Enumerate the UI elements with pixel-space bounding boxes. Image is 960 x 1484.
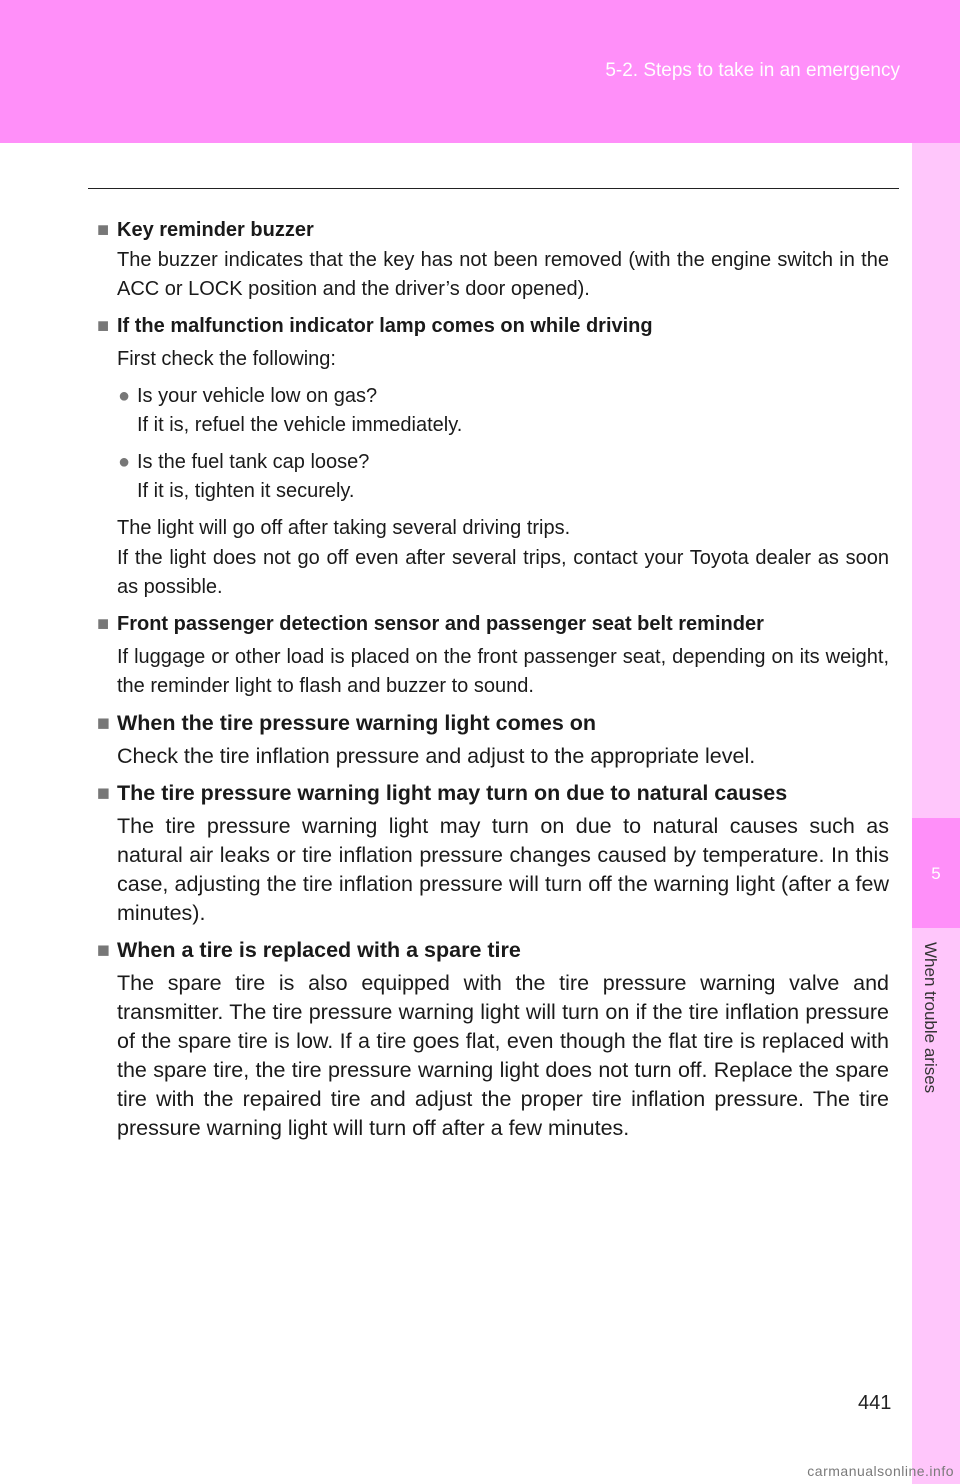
round-bullet-icon: ● xyxy=(118,385,131,407)
list-item xyxy=(97,448,889,506)
section-tire-natural-causes xyxy=(97,778,889,928)
paragraph: The spare tire is also equipped with the tire pressure warning valve and transmitter. The tire pressure warning light will turn on if the tire inflation pressure of the spare tire is low. If a tire goes flat, even though the flat tire is replaced with the spare tire, the tire pressure warning light does not turn off. Replace the spare tire with the repaired tire and adjust the proper tire inflation pressure. The tire pressure warning light will turn off after a few minutes. xyxy=(117,971,889,1140)
paragraph: Check the tire inflation pressure and adjust to the appropriate level. xyxy=(117,744,756,768)
page-content xyxy=(97,215,889,1150)
page-header xyxy=(0,0,960,143)
square-bullet-icon: ■ xyxy=(97,711,110,735)
section-malfunction-lamp xyxy=(97,311,889,602)
watermark: carmanualsonline.info xyxy=(807,1463,954,1479)
list-item xyxy=(97,382,889,440)
section-title: 5-2. Steps to take in an emergency xyxy=(605,60,900,81)
bullet-question: Is your vehicle low on gas? xyxy=(137,385,378,407)
paragraph: If luggage or other load is placed on the front passenger seat, depending on its weight, the reminder light to flash and buzzer to sound. xyxy=(117,646,889,697)
paragraph: The light will go off after taking several driving trips. xyxy=(117,517,571,539)
chapter-sidebar xyxy=(912,143,960,1484)
section-heading: When the tire pressure warning light comes on xyxy=(117,711,597,735)
page-number: 441 xyxy=(858,1392,892,1414)
paragraph: First check the following: xyxy=(117,348,336,370)
bullet-question: Is the fuel tank cap loose? xyxy=(137,451,370,473)
section-heading: When a tire is replaced with a spare tire xyxy=(117,938,521,962)
square-bullet-icon: ■ xyxy=(97,613,110,635)
square-bullet-icon: ■ xyxy=(97,219,110,241)
chapter-number: 5 xyxy=(931,864,941,883)
round-bullet-icon: ● xyxy=(118,451,131,473)
square-bullet-icon: ■ xyxy=(97,781,110,805)
section-key-reminder xyxy=(97,215,889,304)
section-heading: Front passenger detection sensor and passenger seat belt reminder xyxy=(117,613,764,635)
section-spare-tire xyxy=(97,935,889,1143)
section-heading: The tire pressure warning light may turn on due to natural causes xyxy=(117,781,788,805)
bullet-answer: If it is, tighten it securely. xyxy=(137,480,355,502)
paragraph: The tire pressure warning light may turn on due to natural causes such as natural air leaks or tire inflation pressure changes caused by temperature. In this case, adjusting the tire inflation pressure will turn off the warning light (after a few minutes). xyxy=(117,814,889,925)
section-tire-warning-on xyxy=(97,708,889,771)
paragraph: If the light does not go off even after several trips, contact your Toyota dealer as soon as possible. xyxy=(117,547,889,598)
paragraph: The buzzer indicates that the key has not been removed (with the engine switch in the ACC or LOCK position and the driver’s door opened). xyxy=(117,249,889,300)
square-bullet-icon: ■ xyxy=(97,315,110,337)
chapter-title: When trouble arises xyxy=(921,942,940,1094)
bullet-answer: If it is, refuel the vehicle immediately. xyxy=(137,414,463,436)
header-divider xyxy=(88,188,899,189)
section-passenger-sensor xyxy=(97,609,889,701)
section-heading: If the malfunction indicator lamp comes on while driving xyxy=(117,315,653,337)
section-heading: Key reminder buzzer xyxy=(117,219,314,241)
square-bullet-icon: ■ xyxy=(97,938,110,962)
